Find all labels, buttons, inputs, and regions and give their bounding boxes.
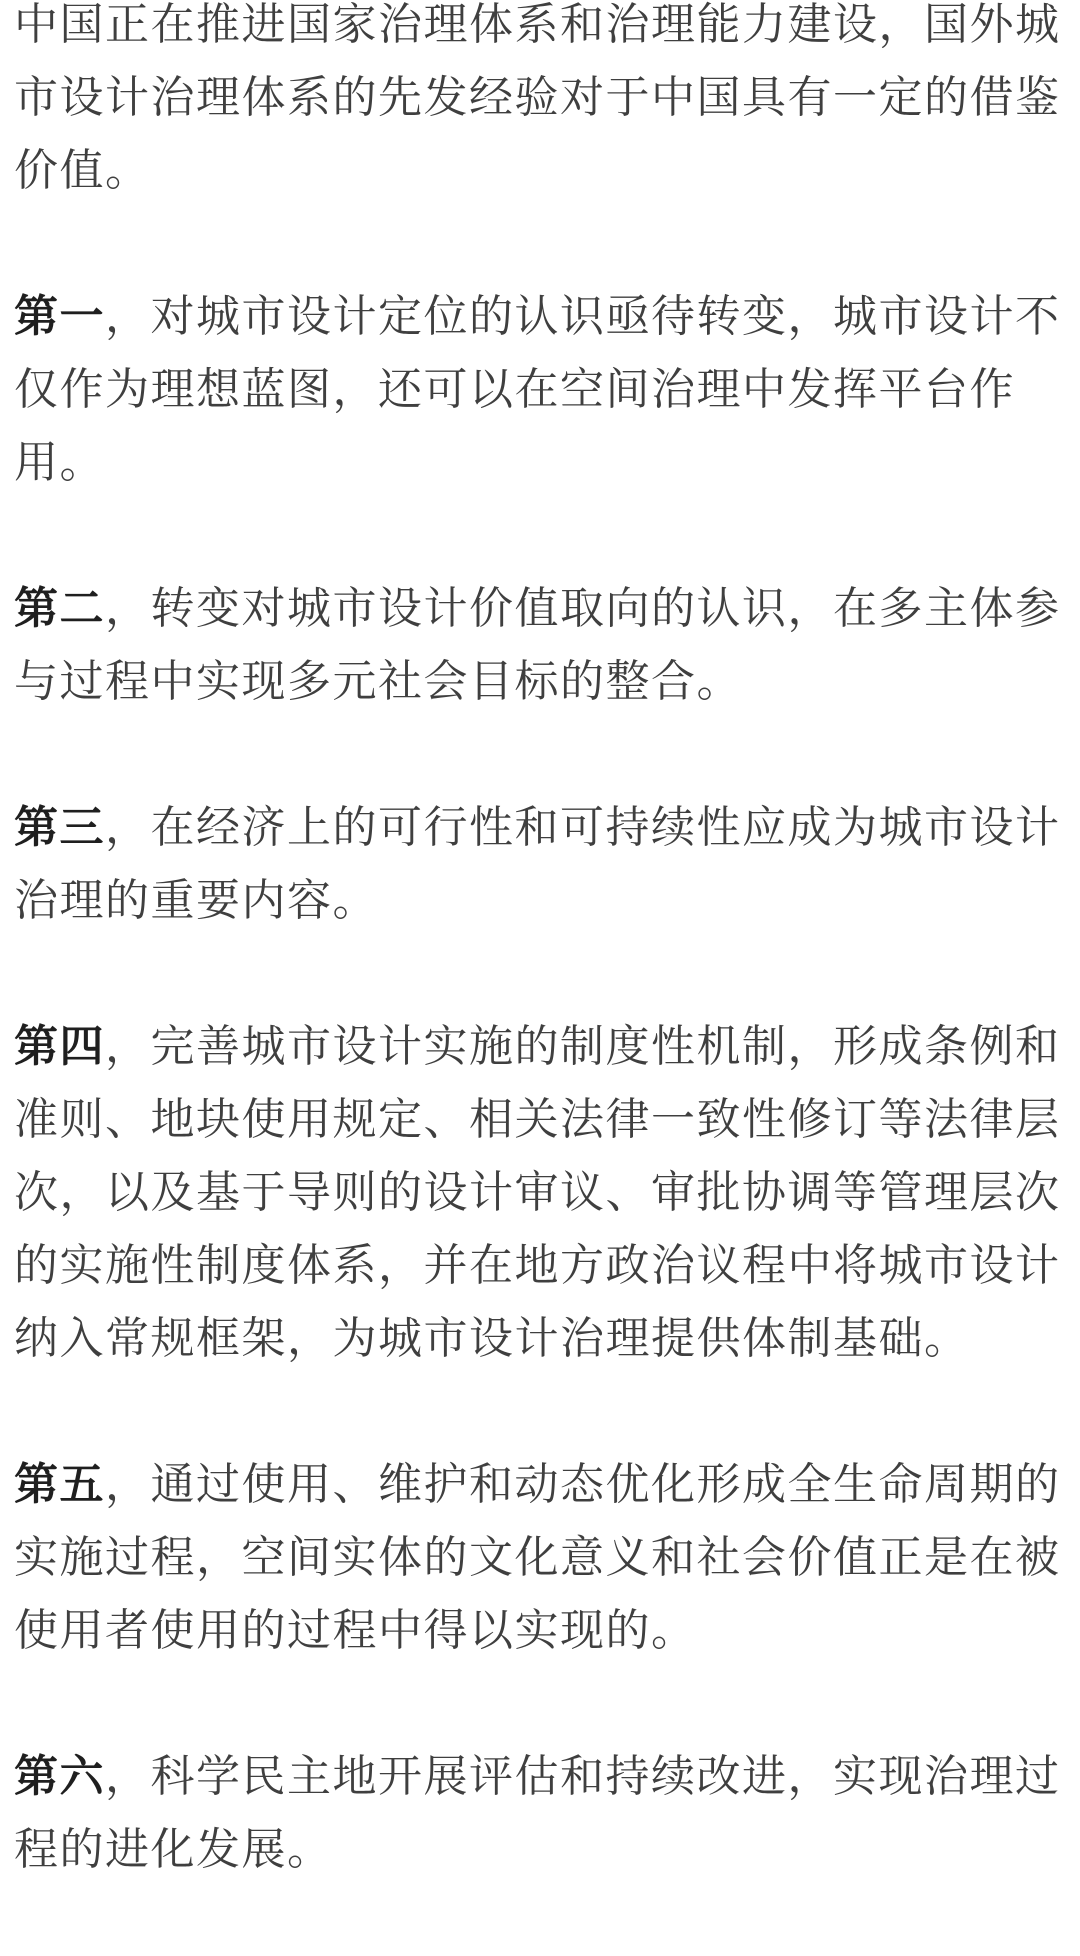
point-paragraph-4 [14, 1010, 1066, 1375]
point-paragraph-3 [14, 791, 1066, 937]
point-text: ，通过使用、维护和动态优化形成全生命周期的实施过程，空间实体的文化意义和社会价值正是在被使用者使用的过程中得以实现的。 [14, 1459, 1061, 1656]
point-text: ，对城市设计定位的认识亟待转变，城市设计不仅作为理想蓝图，还可以在空间治理中发挥平台作用。 [14, 291, 1061, 488]
intro-text: 中国正在推进国家治理体系和治理能力建设，国外城市设计治理体系的先发经验对于中国具有一定的借鉴价值。 [14, 0, 1061, 196]
point-paragraph-5 [14, 1448, 1066, 1667]
point-text: ，完善城市设计实施的制度性机制，形成条例和准则、地块使用规定、相关法律一致性修订等法律层次，以及基于导则的设计审议、审批协调等管理层次的实施性制度体系，并在地方政治议程中将城市设计纳入常规框架，为城市设计治理提供体制基础。 [14, 1021, 1061, 1364]
point-lead: 第一 [14, 291, 105, 342]
point-paragraph-1 [14, 280, 1066, 499]
point-lead: 第四 [14, 1021, 105, 1072]
point-text: ，科学民主地开展评估和持续改进，实现治理过程的进化发展。 [14, 1751, 1061, 1875]
point-lead: 第三 [14, 802, 105, 853]
point-paragraph-2 [14, 572, 1066, 718]
point-text: ，转变对城市设计价值取向的认识，在多主体参与过程中实现多元社会目标的整合。 [14, 583, 1061, 707]
point-lead: 第六 [14, 1751, 105, 1802]
point-paragraph-6 [14, 1740, 1066, 1886]
point-text: ，在经济上的可行性和可持续性应成为城市设计治理的重要内容。 [14, 802, 1061, 926]
point-lead: 第二 [14, 583, 105, 634]
intro-paragraph [14, 0, 1066, 207]
point-lead: 第五 [14, 1459, 105, 1510]
